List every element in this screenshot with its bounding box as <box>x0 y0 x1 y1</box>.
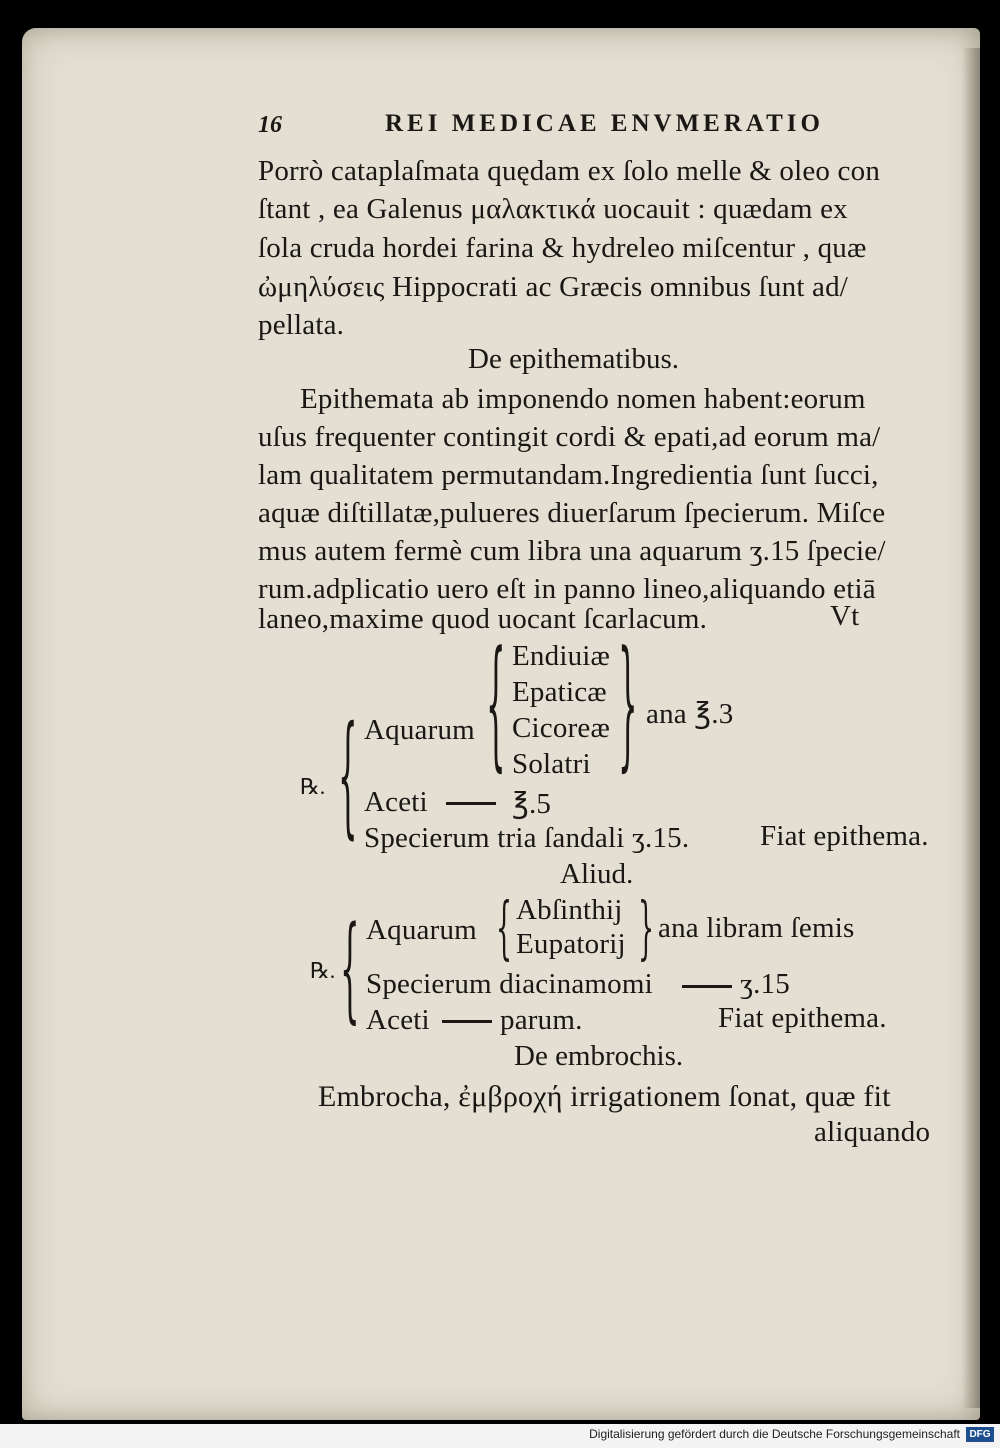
water-name: Epaticæ <box>512 676 607 708</box>
water-name: Cicoreæ <box>512 712 611 744</box>
rx-symbol: ℞. <box>300 774 326 799</box>
aceti-label: Aceti <box>364 786 428 818</box>
trailing-word: Vt <box>830 600 860 632</box>
body-line: rum.adplicatio uero eſt in panno lineo,aliquando etiā <box>258 573 876 605</box>
page-number: 16 <box>258 112 282 138</box>
fiat-instruction: Fiat epithema. <box>718 1002 887 1034</box>
water-name: Solatri <box>512 748 591 780</box>
body-line: ſtant , ea Galenus μαλακτικά uocauit : quædam ex <box>258 193 848 225</box>
specierum-line: Specierum tria ſandali ʒ.15. <box>364 822 690 854</box>
closing-brace-waters: } <box>638 890 655 969</box>
specierum-line: Specierum diacinamomi <box>366 968 653 1000</box>
aceti-label: Aceti <box>366 1004 430 1036</box>
body-line: ὠμηλύσεις Hippocrati ac Græcis omnibus ſunt ad/ <box>258 271 849 303</box>
section-heading: De embrochis. <box>514 1040 684 1072</box>
body-line: pellata. <box>258 309 345 341</box>
water-name: Endiuiæ <box>512 640 611 672</box>
ana-quantity: ana ℥.3 <box>646 698 734 730</box>
opening-brace-recipe: { <box>338 700 358 853</box>
dash-rule <box>682 985 732 988</box>
body-line: Embrocha, ἐμβροχή irrigationem ſonat, quæ fit <box>318 1080 891 1113</box>
fiat-instruction: Fiat epithema. <box>760 820 929 852</box>
body-line: lam qualitatem permutandam.Ingredientia ſunt ſucci, <box>258 459 879 491</box>
recipe-heading: Aliud. <box>560 858 634 890</box>
body-line: ſola cruda hordei farina & hydreleo miſcentur , quæ <box>258 232 867 264</box>
water-name: Abſinthij <box>516 894 623 926</box>
aceti-quantity: ℥.5 <box>512 788 552 820</box>
aquarum-label: Aquarum <box>366 914 477 946</box>
opening-brace-waters: { <box>486 623 506 787</box>
opening-brace-recipe: { <box>340 903 360 1037</box>
ana-quantity: ana libram ſemis <box>658 912 855 944</box>
body-line: mus autem fermè cum libra una aquarum ʒ.15 ſpecie/ <box>258 535 886 567</box>
section-heading: De epithematibus. <box>468 343 680 375</box>
running-head: REI MEDICAE ENVMERATIO <box>385 110 824 137</box>
footer-credit: Digitalisierung gefördert durch die Deutsche Forschungsgemeinschaft <box>589 1427 960 1441</box>
dash-rule <box>442 1020 492 1023</box>
body-line: aquæ diſtillatæ,pulueres diuerſarum ſpecierum. Miſce <box>258 497 886 529</box>
water-name: Eupatorij <box>516 928 626 960</box>
catchword: aliquando <box>814 1116 931 1148</box>
body-line: uſus frequenter contingit cordi & epati,ad eorum ma/ <box>258 421 881 453</box>
closing-brace-waters: } <box>618 623 638 787</box>
page-edge-shadow <box>962 48 980 1408</box>
dash-rule <box>446 802 496 805</box>
aquarum-label: Aquarum <box>364 714 475 746</box>
rx-symbol: ℞. <box>310 958 336 983</box>
body-line: laneo,maxime quod uocant ſcarlacum. <box>258 603 708 635</box>
body-line: Epithemata ab imponendo nomen habent:eorum <box>300 383 866 415</box>
aceti-quantity: parum. <box>500 1004 583 1036</box>
specierum-quantity: ʒ.15 <box>740 968 790 1000</box>
opening-brace-waters: { <box>496 890 513 969</box>
dfg-logo: DFG <box>966 1427 994 1442</box>
body-line: Porrò cataplaſmata quędam ex ſolo melle & oleo con <box>258 155 881 187</box>
